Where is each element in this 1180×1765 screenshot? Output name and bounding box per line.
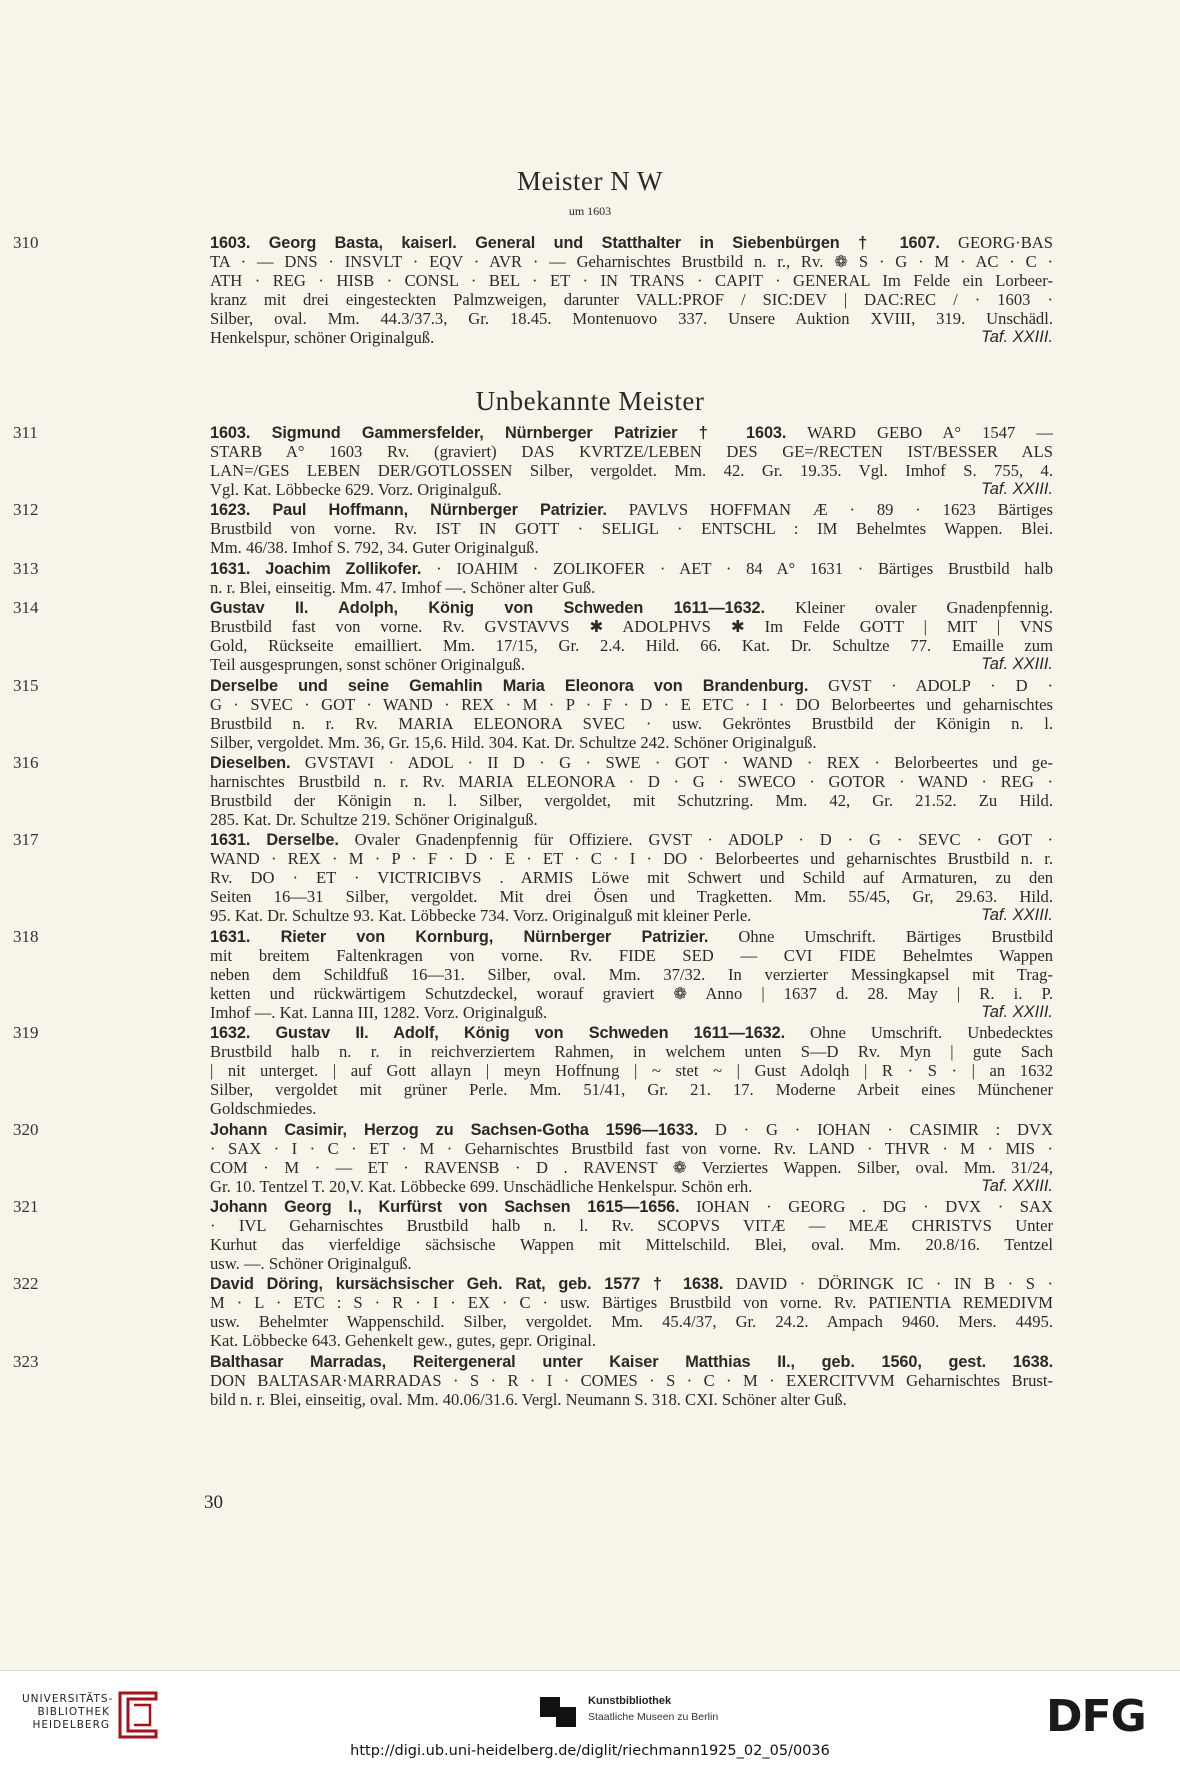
entry-text: Kat. Löbbecke 643. Gehenkelt gew., gutes, gepr. Original. (210, 1331, 596, 1351)
entry-text: Mm. 46/38. Imhof S. 792, 34. Guter Originalguß. (210, 538, 539, 558)
entry-line (210, 559, 1053, 578)
entry-text: M · L · ETC : S · R · I · EX · C · usw. Bärtiges Brustbild von vorne. Rv. PATIENTIA REMEDIVM (210, 1293, 1053, 1313)
entry-line (210, 1352, 1053, 1371)
entry-text: Brustbild fast von vorne. Rv. GVSTAVVS ✱ ADOLPHVS ✱ Im Felde GOTT | MIT | VNS (210, 617, 1053, 637)
university-library-logo[interactable] (22, 1693, 114, 1732)
entry-heading: 1603. Sigmund Gammersfelder, Nürnberger Patrizier † 1603. (210, 424, 787, 442)
entry-line (210, 927, 1053, 946)
catalogue-entry (13, 558, 1053, 597)
entry-text: Silber, oval. Mm. 44.3/37.3, Gr. 18.45. Montenuovo 337. Unsere Auktion XVIII, 319. Unschädl. (210, 309, 1053, 328)
plate-reference: Taf. XXIII. (981, 1002, 1053, 1021)
entry-line (210, 695, 1053, 714)
entry-heading: 1631. Derselbe. (210, 831, 339, 850)
entry-text: neben dem Schildfuß 16—31. Silber, oval. Mm. 37/32. In verzierter Messingkapsel mit Trag- (210, 964, 1053, 984)
entry-line (210, 598, 1053, 617)
catalogue-entry (13, 753, 1053, 829)
entry-line (210, 1158, 1053, 1177)
entry-line (210, 868, 1053, 887)
entry-text: DAVID · DÖRINGK IC · IN B · S · (723, 1274, 1053, 1294)
catalogue-entry (13, 1274, 1053, 1351)
entry-text: COM · M · — ET · RAVENSB · D . RAVENST ❁ Verziertes Wappen. Silber, oval. Mm. 31/24, (210, 1157, 1053, 1177)
plate-reference: Taf. XXIII. (981, 906, 1053, 925)
entry-line (210, 1390, 1053, 1409)
entry-text: Brustbild von vorne. Rv. IST IN GOTT · SELIGL · ENTSCHL : IM Behelmtes Wappen. Blei. (210, 519, 1053, 539)
dfg-logo[interactable]: DFG (1046, 1691, 1146, 1742)
entry-number: 314 (13, 598, 39, 618)
entry-text: Gr. 10. Tentzel T. 20,V. Kat. Löbbecke 699. Unschädliche Henkelspur. Schön erh. (210, 1176, 753, 1196)
entry-number: 322 (13, 1274, 39, 1294)
catalogue-entry (13, 1119, 1053, 1196)
entry-line (210, 461, 1053, 480)
entry-text: G · SVEC · GOT · WAND · REX · M · P · F · D · E ETC · I · DO Belorbeertes und geharnischtes (210, 694, 1053, 714)
entry-text: DON BALTASAR·MARRADAS · S · R · I · COMES · S · C · M · EXERCITVVM Geharnischtes Brust- (210, 1370, 1053, 1390)
entry-number: 317 (13, 830, 39, 850)
entry-line (210, 1254, 1053, 1273)
entry-text: GVST · ADOLP · D · (808, 675, 1053, 695)
catalogue-entry (13, 500, 1053, 558)
entry-text: kranz mit drei eingesteckten Palmzweigen, darunter VALL:PROF / SIC:DEV | DAC:REC / · 1603 · (210, 290, 1053, 309)
entry-line (210, 1293, 1053, 1312)
entry-text: Brustbild der Königin n. l. Silber, vergoldet, mit Schutzring. Mm. 42, Gr. 21.52. Zu Hild. (210, 791, 1053, 810)
entry-text: Rv. DO · ET · VICTRICIBVS . ARMIS Löwe mit Schwert und Schild auf Armaturen, zu den (210, 868, 1053, 888)
entry-line (210, 1080, 1053, 1099)
entry-text: LAN=/GES LEBEN DER/GOTLOSSEN Silber, vergoldet. Mm. 42. Gr. 19.35. Vgl. Imhof S. 755, 4. (210, 461, 1053, 480)
catalogue-entry (13, 1351, 1053, 1409)
entry-line (210, 328, 1053, 347)
kunstbibliothek-name: Kunstbibliothek (588, 1695, 672, 1707)
entry-text: usw. Behelmter Wappenschild. Silber, vergoldet. Mm. 45.4/37, Gr. 24.2. Ampach 9460. Mers. 4495. (210, 1312, 1053, 1332)
entry-heading: Derselbe und seine Gemahlin Maria Eleonora von Brandenburg. (210, 676, 809, 695)
digitization-footer (0, 1670, 1180, 1765)
entry-number: 311 (13, 423, 38, 442)
catalogue-entry (13, 926, 1053, 1022)
entry-number: 320 (13, 1119, 39, 1139)
entry-text: Vgl. Kat. Löbbecke 629. Vorz. Originalguß. (210, 480, 502, 499)
entry-line (210, 753, 1053, 772)
library-emblem-icon (116, 1691, 162, 1739)
entry-text: Gold, Rückseite emailliert. Mm. 17/15, Gr. 2.4. Hild. 66. Kat. Dr. Schultze 77. Emaille zum (210, 636, 1053, 656)
section-subtitle-date: um 1603 (568, 204, 612, 218)
entry-text: harnischtes Brustbild n. r. Rv. MARIA ELEONORA · D · G · SWECO · GOTOR · WAND · REG · (210, 772, 1053, 791)
entry-text: · SAX · I · C · ET · M · Geharnischtes Brustbild fast von vorne. Rv. LAND · THVR · M · MIS · (210, 1138, 1053, 1158)
catalogue-entry (13, 598, 1053, 675)
entry-line (210, 1197, 1053, 1216)
kunstbibliothek-emblem-icon (538, 1695, 578, 1729)
entry-line (210, 1023, 1053, 1042)
library-name: UNIVERSITÄTS- BIBLIOTHEK HEIDELBERG (22, 1693, 114, 1731)
entry-heading: Balthasar Marradas, Reitergeneral unter Kaiser Matthias II., geb. 1560, gest. 1638. (210, 1352, 1053, 1371)
entry-heading: David Döring, kursächsischer Geh. Rat, geb. 1577 † 1638. (210, 1275, 724, 1294)
entry-line (210, 1312, 1053, 1331)
entry-text: IOHAN · GEORG . DG · DVX · SAX (679, 1197, 1053, 1216)
entry-line (210, 1003, 1053, 1022)
catalogue-entry (13, 675, 1053, 752)
entry-heading: Johann Georg I., Kurfürst von Sachsen 1615—1656. (210, 1198, 680, 1216)
entry-line (210, 965, 1053, 984)
entry-text: Kleiner ovaler Gnadenpfennig. (764, 598, 1053, 618)
entry-line (210, 290, 1053, 309)
entry-text: 285. Kat. Dr. Schultze 219. Schöner Originalguß. (210, 810, 538, 829)
entry-text: | nit unterget. | auf Gott allayn | meyn Hoffnung | ~ stet ~ | Gust Adolqh | R · S · | an 1632 (210, 1061, 1053, 1081)
entry-text: Brustbild halb n. r. in reichverziertem Rahmen, in welchem unten S—D Rv. Myn | gute Sach (210, 1042, 1053, 1062)
entry-text: · IVL Geharnischtes Brustbild halb n. l. Rv. SCOPVS VITÆ — MEÆ CHRISTVS Unter (210, 1216, 1053, 1235)
entry-heading: 1631. Joachim Zollikofer. (210, 559, 422, 578)
entry-line (210, 1099, 1053, 1118)
entry-line (210, 1274, 1053, 1293)
entry-number: 313 (13, 558, 39, 578)
entry-text: n. r. Blei, einseitig. Mm. 47. Imhof —. Schöner alter Guß. (210, 577, 596, 597)
entry-number: 310 (13, 233, 39, 252)
entry-line (210, 810, 1053, 829)
catalogue-entry (13, 1023, 1053, 1119)
page-number: 30 (204, 1492, 223, 1513)
entry-line (210, 906, 1053, 925)
entry-line (210, 480, 1053, 499)
plate-reference: Taf. XXIII. (981, 328, 1053, 346)
entry-line (210, 676, 1053, 695)
entry-text: Imhof —. Kat. Lanna III, 1282. Vorz. Originalguß. (210, 1002, 548, 1022)
entry-text: STARB A° 1603 Rv. (graviert) DAS KVRTZE/LEBEN DES GE=/RECTEN IST/BESSER ALS (210, 442, 1053, 461)
entry-text: ketten und rückwärtigem Schutzdeckel, worauf graviert ❁ Anno | 1637 d. 28. May | R. i. P. (210, 983, 1053, 1003)
entry-line (210, 442, 1053, 461)
entry-text: Silber, vergoldet. Mm. 36, Gr. 15,6. Hild. 304. Kat. Dr. Schultze 242. Schöner Originalguß. (210, 732, 817, 752)
entry-heading: 1632. Gustav II. Adolf, König von Schweden 1611—1632. (210, 1024, 786, 1043)
section-title-unbekannte-meister: Unbekannte Meister (475, 386, 705, 416)
entry-text: GVSTAVI · ADOL · II D · G · SWE · GOT · WAND · REX · Belorbeertes und ge- (290, 753, 1053, 772)
entry-line (210, 655, 1053, 674)
entry-line (210, 733, 1053, 752)
entry-text: Brustbild n. r. Rv. MARIA ELEONORA SVEC · usw. Gekröntes Brustbild der Königin n. l. (210, 713, 1053, 733)
entry-heading: 1603. Georg Basta, kaiserl. General und Statthalter in Siebenbürgen † 1607. (210, 234, 940, 252)
entry-text: Ohne Umschrift. Unbedecktes (785, 1023, 1053, 1043)
entry-number: 315 (13, 675, 39, 695)
entry-text: Ohne Umschrift. Bärtiges Brustbild (708, 926, 1053, 946)
entry-line (210, 1216, 1053, 1235)
entry-line (210, 538, 1053, 557)
catalogue-entry (13, 830, 1053, 926)
entry-line (210, 1139, 1053, 1158)
entry-line (210, 1235, 1053, 1254)
entry-line (210, 617, 1053, 636)
entry-text: GEORG·BAS (939, 233, 1053, 252)
entry-text: WARD GEBO A° 1547 — (786, 423, 1053, 442)
entry-text: PAVLVS HOFFMAN Æ · 89 · 1623 Bärtiges (606, 500, 1053, 520)
entry-line (210, 1061, 1053, 1080)
entry-number: 312 (13, 500, 39, 520)
entry-line (210, 578, 1053, 597)
entry-number: 316 (13, 753, 39, 772)
entry-text: Seiten 16—31 Silber, vergoldet. Mit drei Ösen und Tragketten. Mm. 55/45, Gr, 29.63. Hild. (210, 887, 1053, 907)
entry-heading: Gustav II. Adolph, König von Schweden 1611—1632. (210, 599, 765, 618)
plate-reference: Taf. XXIII. (981, 655, 1053, 674)
entry-text: WAND · REX · M · P · F · D · E · ET · C · I · DO · Belorbeertes und geharnischtes Brustbild n. r. (210, 849, 1053, 869)
entry-text: usw. —. Schöner Originalguß. (210, 1254, 412, 1273)
entry-line (210, 791, 1053, 810)
entry-number: 321 (13, 1197, 39, 1216)
entry-heading: Johann Casimir, Herzog zu Sachsen-Gotha 1596—1633. (210, 1120, 699, 1139)
entry-line (210, 233, 1053, 252)
entry-heading: 1631. Rieter von Kornburg, Nürnberger Patrizier. (210, 927, 709, 946)
entry-number: 323 (13, 1351, 39, 1371)
permalink-url[interactable]: http://digi.ub.uni-heidelberg.de/diglit/riechmann1925_02_05/0036 (350, 1743, 830, 1759)
catalogue-entry (13, 1197, 1053, 1273)
kunstbibliothek-subtitle: Staatliche Museen zu Berlin (588, 1711, 719, 1723)
entry-text: ATH · REG · HISB · CONSL · BEL · ET · IN TRANS · CAPIT · GENERAL Im Felde ein Lorbeer- (210, 271, 1053, 290)
entry-text: D · G · IOHAN · CASIMIR : DVX (698, 1119, 1053, 1139)
entry-text: Kurhut das vierfeldige sächsische Wappen mit Mittelschild. Blei, oval. Mm. 20.8/16. Tentzel (210, 1235, 1053, 1254)
entry-line (210, 519, 1053, 538)
entry-text: Goldschmiedes. (210, 1099, 317, 1119)
entry-line (210, 636, 1053, 655)
entry-line (210, 772, 1053, 791)
entry-text: mit breitem Faltenkragen von vorne. Rv. FIDE SED — CVI FIDE Behelmtes Wappen (210, 945, 1053, 965)
entry-line (210, 1177, 1053, 1196)
plate-reference: Taf. XXIII. (981, 480, 1053, 498)
entry-text: bild n. r. Blei, einseitig, oval. Mm. 40.06/31.6. Vergl. Neumann S. 318. CXI. Schöner alter Guß. (210, 1389, 847, 1409)
entry-line (210, 1331, 1053, 1350)
entry-text: Teil ausgesprungen, sonst schöner Originalguß. (210, 655, 525, 675)
entry-line (210, 849, 1053, 868)
section-title-meister-nw: Meister N W (517, 166, 663, 196)
entry-text: TA · — DNS · INSVLT · EQV · AVR · — Geharnischtes Brustbild n. r., Rv. ❁ S · G · M · AC · C · (210, 252, 1053, 271)
entry-line (210, 830, 1053, 849)
plate-reference: Taf. XXIII. (981, 1176, 1053, 1195)
catalogue-entry (13, 233, 1053, 347)
entry-line (210, 423, 1053, 442)
entry-text: 95. Kat. Dr. Schultze 93. Kat. Löbbecke 734. Vorz. Originalguß mit kleiner Perle. (210, 906, 752, 926)
entry-line (210, 887, 1053, 906)
catalogue-entry (13, 423, 1053, 499)
entry-heading: 1623. Paul Hoffmann, Nürnberger Patrizier. (210, 501, 607, 520)
entry-line (210, 1120, 1053, 1139)
entry-text: Henkelspur, schöner Originalguß. (210, 328, 435, 347)
entry-line (210, 309, 1053, 328)
entry-line (210, 252, 1053, 271)
entry-line (210, 1371, 1053, 1390)
entry-line (210, 271, 1053, 290)
entry-text: · IOAHIM · ZOLIKOFER · AET · 84 A° 1631 · Bärtiges Brustbild halb (421, 558, 1053, 578)
entry-line (210, 714, 1053, 733)
entry-heading: Dieselben. (210, 754, 291, 772)
entry-line (210, 984, 1053, 1003)
entry-number: 319 (13, 1023, 39, 1043)
entry-text: Silber, vergoldet mit grüner Perle. Mm. 51/41, Gr. 21. 17. Moderne Arbeit eines Münchener (210, 1080, 1053, 1100)
entry-text: Ovaler Gnadenpfennig für Offiziere. GVST · ADOLP · D · G · SEVC · GOT · (338, 830, 1053, 850)
entry-line (210, 946, 1053, 965)
entry-line (210, 1042, 1053, 1061)
entry-line (210, 500, 1053, 519)
entry-number: 318 (13, 926, 39, 946)
